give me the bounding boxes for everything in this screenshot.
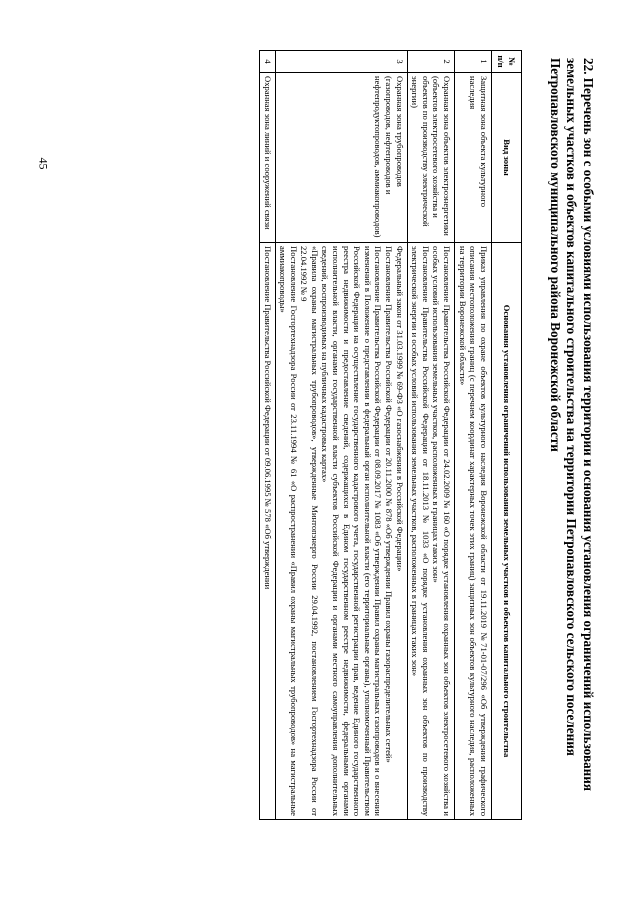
table-row: [407, 51, 454, 820]
table-row: [259, 51, 275, 820]
basis-paragraph: Постановление Правительства Российской Федерации от 20.11.2000 № 878 «Об утверждении Правил охраны газораспределительных сетей»: [384, 246, 395, 763]
basis-paragraph: Приказ управления по охране объектов культурного наследия Воронежской области от 19.11.2019 №71-01-07/296 «Об утверждении графического описания местоположения границ (с перечнем координат характерных точек этих границ) защитных зон объектов культурного наследия, расположенных на территории Воронежской области»: [457, 246, 489, 816]
basis-paragraph: Постановление Правительства Российской Федерации от 24.02.2009 № 160 «О порядке установления охранных зон объектов электросетевого хозяйства и особых условий использования земельных участков, расположенных в границах таких зон»: [431, 246, 453, 816]
table-row: [275, 51, 407, 820]
header-zone-type: Вид зоны: [491, 73, 521, 243]
basis-paragraph: Постановление Правительства Российской Федерации от 18.11.2013 № 1033 «О порядке установления охранных зон объектов по производству электрической энергии и особых условий использования земельных участков, расположенных в границах таких зон»: [410, 246, 431, 816]
row-num: 3: [275, 51, 407, 73]
zones-table: [259, 50, 522, 820]
page-number: 45: [36, 157, 51, 170]
zone-basis: [455, 243, 492, 820]
zone-type: Охранная зона трубопроводов (газопроводов, нефтепроводов и нефтепродуктопроводов, аммиакопроводов): [275, 73, 407, 243]
table-row: [455, 51, 492, 820]
zone-basis: [407, 243, 454, 820]
row-num: 4: [259, 51, 275, 73]
basis-paragraph: Постановление Правительства Российской Федерации от 09.06.1995 № 578 «Об утверждении: [262, 246, 273, 590]
header-num: № п/п: [491, 51, 521, 73]
table-header-row: [491, 51, 521, 820]
zone-type: Защитная зона объекта культурного наследия: [455, 73, 492, 243]
zone-basis: [275, 243, 407, 820]
basis-paragraph: Федеральный закон от 31.03.1999 № 69-ФЗ «О газоснабжении в Российской Федерации»: [394, 246, 405, 572]
basis-paragraph: Постановление Госгортехнадзора России от 23.11.1994 № 61 «О распространении «Правил охраны магистральных трубопроводов» на магистральные аммиакопроводы»: [278, 246, 299, 816]
zone-basis: [259, 243, 275, 820]
zone-type: Охранная зона объектов электроэнергетики (объектов электросетевого хозяйства и объектов по производству электрической энергии): [407, 73, 454, 243]
rotated-page-content: [40, 40, 600, 840]
basis-paragraph: Постановление Правительства Российской Федерации от 08.09.2017 № 1083 «Об утверждении Правил охраны магистральных газопроводов и о внесении изменений в Положение о представлении в федеральный орган исполнительной власти (его территориальные органы), уполномоченный Правительством Российской Федерации на осуществление государственного кадастрового учета, государственной регистрации прав, ведение Единого государственного реестра недвижимости и предоставление сведений, содержащихся в Едином государственном реестре недвижимости, федеральными органами исполнительной власти, органами государственной власти субъектов Российской Федерации и органами местного самоуправления дополнительных сведений, воспроизводимых на публичных кадастровых картах»: [320, 246, 384, 816]
zone-type: Охранная зона линий и сооружений связи: [259, 73, 275, 243]
basis-paragraph: «Правила охраны магистральных трубопроводов», утвержденные Минтопэнерго России 29.04.1992, постановлением Госгортехнадзора России от 22.04.1992 № 9: [299, 246, 320, 816]
section-heading: 22. Перечень зон с особыми условиями использования территории и основания установления ограничений использования земельных участков и объектов капитального строительства на территории Петропавловского сельского поселения Петропавловского муниципального района Воронежской области: [548, 58, 596, 791]
row-num: 2: [407, 51, 454, 73]
header-basis: Основания установления ограничений использования земельных участков и объектов капитального строительства: [491, 243, 521, 820]
row-num: 1: [455, 51, 492, 73]
